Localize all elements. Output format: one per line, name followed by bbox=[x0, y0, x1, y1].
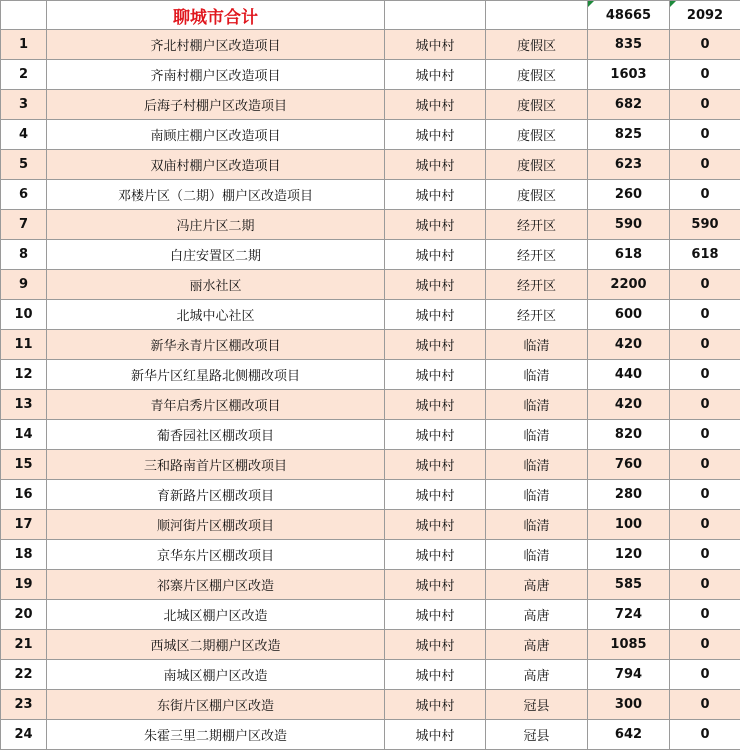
project-type-cell[interactable]: 城中村 bbox=[385, 300, 486, 330]
row-index-cell[interactable]: 11 bbox=[1, 330, 47, 360]
value-col1-cell[interactable]: 260 bbox=[588, 180, 670, 210]
value-col2-cell[interactable]: 0 bbox=[670, 420, 740, 450]
project-name-cell[interactable]: 白庄安置区二期 bbox=[47, 240, 385, 270]
row-index-cell[interactable]: 12 bbox=[1, 360, 47, 390]
project-name-cell[interactable]: 新华永青片区棚改项目 bbox=[47, 330, 385, 360]
table-row bbox=[1, 300, 740, 330]
value-col2-cell[interactable]: 0 bbox=[670, 60, 740, 90]
row-index-cell[interactable]: 9 bbox=[1, 270, 47, 300]
project-type-cell[interactable]: 城中村 bbox=[385, 360, 486, 390]
project-name-cell[interactable]: 祁寨片区棚户区改造 bbox=[47, 570, 385, 600]
table-row bbox=[1, 660, 740, 690]
region-cell[interactable]: 度假区 bbox=[486, 150, 588, 180]
value-col1-cell[interactable]: 623 bbox=[588, 150, 670, 180]
total-sum-col1-cell[interactable] bbox=[588, 1, 670, 30]
value-col1-cell[interactable]: 825 bbox=[588, 120, 670, 150]
region-cell[interactable]: 临清 bbox=[486, 450, 588, 480]
value-col2-cell[interactable]: 0 bbox=[670, 720, 740, 750]
value-col2-cell[interactable]: 0 bbox=[670, 540, 740, 570]
project-type-cell[interactable]: 城中村 bbox=[385, 120, 486, 150]
project-type-cell[interactable]: 城中村 bbox=[385, 90, 486, 120]
table-row bbox=[1, 360, 740, 390]
value-col2-cell[interactable]: 590 bbox=[670, 210, 740, 240]
total-region-cell[interactable] bbox=[486, 1, 588, 30]
value-col2-cell[interactable]: 0 bbox=[670, 480, 740, 510]
value-col1-cell[interactable]: 794 bbox=[588, 660, 670, 690]
row-index-cell[interactable]: 23 bbox=[1, 690, 47, 720]
row-index-cell[interactable]: 7 bbox=[1, 210, 47, 240]
total-sum-col2-value: 2092 bbox=[686, 7, 724, 23]
value-col2-cell[interactable]: 0 bbox=[670, 510, 740, 540]
row-index-cell[interactable]: 1 bbox=[1, 30, 47, 60]
region-cell[interactable]: 度假区 bbox=[486, 120, 588, 150]
table-row bbox=[1, 330, 740, 360]
region-cell[interactable]: 高唐 bbox=[486, 660, 588, 690]
value-col1-cell[interactable]: 1085 bbox=[588, 630, 670, 660]
value-col1-cell[interactable]: 585 bbox=[588, 570, 670, 600]
total-index-cell[interactable] bbox=[1, 1, 47, 30]
table-row bbox=[1, 270, 740, 300]
table-row bbox=[1, 60, 740, 90]
project-name-cell[interactable]: 三和路南首片区棚改项目 bbox=[47, 450, 385, 480]
project-name-cell[interactable]: 邓楼片区（二期）棚户区改造项目 bbox=[47, 180, 385, 210]
value-col1-cell[interactable]: 590 bbox=[588, 210, 670, 240]
project-type-cell[interactable]: 城中村 bbox=[385, 150, 486, 180]
value-col2-cell[interactable]: 0 bbox=[670, 570, 740, 600]
table-row bbox=[1, 600, 740, 630]
region-cell[interactable]: 临清 bbox=[486, 390, 588, 420]
value-col2-cell[interactable]: 0 bbox=[670, 450, 740, 480]
project-name-cell[interactable]: 双庙村棚户区改造项目 bbox=[47, 150, 385, 180]
region-cell[interactable]: 高唐 bbox=[486, 600, 588, 630]
region-cell[interactable]: 经开区 bbox=[486, 210, 588, 240]
project-name-cell[interactable]: 丽水社区 bbox=[47, 270, 385, 300]
total-sum-col2-cell[interactable] bbox=[670, 1, 740, 30]
row-index-cell[interactable]: 19 bbox=[1, 570, 47, 600]
region-cell[interactable]: 临清 bbox=[486, 540, 588, 570]
project-name-cell[interactable]: 顺河街片区棚改项目 bbox=[47, 510, 385, 540]
value-col2-cell[interactable]: 0 bbox=[670, 150, 740, 180]
value-col1-cell[interactable]: 642 bbox=[588, 720, 670, 750]
region-cell[interactable]: 度假区 bbox=[486, 30, 588, 60]
table-row bbox=[1, 180, 740, 210]
value-col1-cell[interactable]: 760 bbox=[588, 450, 670, 480]
value-col2-cell[interactable]: 0 bbox=[670, 330, 740, 360]
project-name-cell[interactable]: 北城中心社区 bbox=[47, 300, 385, 330]
project-name-cell[interactable]: 后海子村棚户区改造项目 bbox=[47, 90, 385, 120]
project-name-cell[interactable]: 葡香园社区棚改项目 bbox=[47, 420, 385, 450]
project-name-cell[interactable]: 朱霍三里二期棚户区改造 bbox=[47, 720, 385, 750]
region-cell[interactable]: 度假区 bbox=[486, 90, 588, 120]
project-name-cell[interactable]: 青年启秀片区棚改项目 bbox=[47, 390, 385, 420]
row-index-cell[interactable]: 2 bbox=[1, 60, 47, 90]
region-cell[interactable]: 经开区 bbox=[486, 300, 588, 330]
project-type-cell[interactable]: 城中村 bbox=[385, 570, 486, 600]
table-row bbox=[1, 150, 740, 180]
region-cell[interactable]: 高唐 bbox=[486, 570, 588, 600]
value-col1-cell[interactable]: 100 bbox=[588, 510, 670, 540]
region-cell[interactable]: 临清 bbox=[486, 420, 588, 450]
table-row bbox=[1, 30, 740, 60]
project-type-cell[interactable]: 城中村 bbox=[385, 690, 486, 720]
project-type-cell[interactable]: 城中村 bbox=[385, 540, 486, 570]
row-index-cell[interactable]: 13 bbox=[1, 390, 47, 420]
total-title-cell[interactable]: 聊城市合计 bbox=[47, 1, 385, 30]
value-col1-cell[interactable]: 600 bbox=[588, 300, 670, 330]
table-row bbox=[1, 480, 740, 510]
region-cell[interactable]: 冠县 bbox=[486, 690, 588, 720]
region-cell[interactable]: 临清 bbox=[486, 330, 588, 360]
project-type-cell[interactable]: 城中村 bbox=[385, 390, 486, 420]
project-type-cell[interactable]: 城中村 bbox=[385, 630, 486, 660]
project-name-cell[interactable]: 齐南村棚户区改造项目 bbox=[47, 60, 385, 90]
project-name-cell[interactable]: 冯庄片区二期 bbox=[47, 210, 385, 240]
project-name-cell[interactable]: 北城区棚户区改造 bbox=[47, 600, 385, 630]
region-cell[interactable]: 度假区 bbox=[486, 60, 588, 90]
project-name-cell[interactable]: 育新路片区棚改项目 bbox=[47, 480, 385, 510]
value-col1-cell[interactable]: 1603 bbox=[588, 60, 670, 90]
project-type-cell[interactable]: 城中村 bbox=[385, 600, 486, 630]
row-index-cell[interactable]: 4 bbox=[1, 120, 47, 150]
table-row bbox=[1, 540, 740, 570]
value-col1-cell[interactable]: 682 bbox=[588, 90, 670, 120]
value-col1-cell[interactable]: 300 bbox=[588, 690, 670, 720]
value-col1-cell[interactable]: 280 bbox=[588, 480, 670, 510]
project-type-cell[interactable]: 城中村 bbox=[385, 270, 486, 300]
project-type-cell[interactable]: 城中村 bbox=[385, 330, 486, 360]
table-row bbox=[1, 240, 740, 270]
table-row bbox=[1, 720, 740, 750]
value-col2-cell[interactable]: 0 bbox=[670, 180, 740, 210]
row-index-cell[interactable]: 6 bbox=[1, 180, 47, 210]
project-type-cell[interactable]: 城中村 bbox=[385, 60, 486, 90]
value-col1-cell[interactable]: 724 bbox=[588, 600, 670, 630]
table-row bbox=[1, 570, 740, 600]
table-body bbox=[1, 1, 740, 750]
row-index-cell[interactable]: 18 bbox=[1, 540, 47, 570]
value-col1-cell[interactable]: 2200 bbox=[588, 270, 670, 300]
project-name-cell[interactable]: 西城区二期棚户区改造 bbox=[47, 630, 385, 660]
table-row bbox=[1, 120, 740, 150]
region-cell[interactable]: 高唐 bbox=[486, 630, 588, 660]
total-sum-col1-value: 48665 bbox=[605, 7, 652, 23]
row-index-cell[interactable]: 16 bbox=[1, 480, 47, 510]
value-col2-cell[interactable]: 618 bbox=[670, 240, 740, 270]
row-index-cell[interactable]: 17 bbox=[1, 510, 47, 540]
value-col2-cell[interactable]: 0 bbox=[670, 600, 740, 630]
region-cell[interactable]: 临清 bbox=[486, 510, 588, 540]
project-type-cell[interactable]: 城中村 bbox=[385, 510, 486, 540]
value-col2-cell[interactable]: 0 bbox=[670, 630, 740, 660]
project-type-cell[interactable]: 城中村 bbox=[385, 450, 486, 480]
region-cell[interactable]: 临清 bbox=[486, 480, 588, 510]
cell-comment-marker-icon bbox=[588, 1, 594, 7]
project-name-cell[interactable]: 南顾庄棚户区改造项目 bbox=[47, 120, 385, 150]
value-col2-cell[interactable]: 0 bbox=[670, 360, 740, 390]
value-col1-cell[interactable]: 120 bbox=[588, 540, 670, 570]
project-name-cell[interactable]: 京华东片区棚改项目 bbox=[47, 540, 385, 570]
region-cell[interactable]: 经开区 bbox=[486, 270, 588, 300]
value-col2-cell[interactable]: 0 bbox=[670, 30, 740, 60]
table-row bbox=[1, 210, 740, 240]
cell-comment-marker-icon bbox=[670, 1, 676, 7]
region-cell[interactable]: 经开区 bbox=[486, 240, 588, 270]
region-cell[interactable]: 度假区 bbox=[486, 180, 588, 210]
row-index-cell[interactable]: 5 bbox=[1, 150, 47, 180]
row-index-cell[interactable]: 22 bbox=[1, 660, 47, 690]
value-col2-cell[interactable]: 0 bbox=[670, 120, 740, 150]
table-row bbox=[1, 510, 740, 540]
value-col1-cell[interactable]: 820 bbox=[588, 420, 670, 450]
value-col2-cell[interactable]: 0 bbox=[670, 660, 740, 690]
row-index-cell[interactable]: 24 bbox=[1, 720, 47, 750]
value-col1-cell[interactable]: 420 bbox=[588, 390, 670, 420]
total-row bbox=[1, 1, 740, 30]
table-row bbox=[1, 690, 740, 720]
row-index-cell[interactable]: 3 bbox=[1, 90, 47, 120]
value-col1-cell[interactable]: 618 bbox=[588, 240, 670, 270]
value-col1-cell[interactable]: 835 bbox=[588, 30, 670, 60]
table-row bbox=[1, 90, 740, 120]
row-index-cell[interactable]: 21 bbox=[1, 630, 47, 660]
project-type-cell[interactable]: 城中村 bbox=[385, 420, 486, 450]
project-name-cell[interactable]: 南城区棚户区改造 bbox=[47, 660, 385, 690]
table-row bbox=[1, 450, 740, 480]
row-index-cell[interactable]: 15 bbox=[1, 450, 47, 480]
region-cell[interactable]: 临清 bbox=[486, 360, 588, 390]
project-name-cell[interactable]: 东街片区棚户区改造 bbox=[47, 690, 385, 720]
table-row bbox=[1, 630, 740, 660]
project-type-cell[interactable]: 城中村 bbox=[385, 210, 486, 240]
value-col1-cell[interactable]: 420 bbox=[588, 330, 670, 360]
project-type-cell[interactable]: 城中村 bbox=[385, 720, 486, 750]
table-row bbox=[1, 390, 740, 420]
project-type-cell[interactable]: 城中村 bbox=[385, 480, 486, 510]
value-col2-cell[interactable]: 0 bbox=[670, 270, 740, 300]
row-index-cell[interactable]: 8 bbox=[1, 240, 47, 270]
table-row bbox=[1, 420, 740, 450]
value-col2-cell[interactable]: 0 bbox=[670, 300, 740, 330]
value-col2-cell[interactable]: 0 bbox=[670, 90, 740, 120]
project-name-cell[interactable]: 新华片区红星路北侧棚改项目 bbox=[47, 360, 385, 390]
total-type-cell[interactable] bbox=[385, 1, 486, 30]
project-type-cell[interactable]: 城中村 bbox=[385, 660, 486, 690]
value-col1-cell[interactable]: 440 bbox=[588, 360, 670, 390]
row-index-cell[interactable]: 14 bbox=[1, 420, 47, 450]
project-type-cell[interactable]: 城中村 bbox=[385, 240, 486, 270]
project-type-cell[interactable]: 城中村 bbox=[385, 180, 486, 210]
value-col2-cell[interactable]: 0 bbox=[670, 390, 740, 420]
value-col2-cell[interactable]: 0 bbox=[670, 690, 740, 720]
region-cell[interactable]: 冠县 bbox=[486, 720, 588, 750]
project-name-cell[interactable]: 齐北村棚户区改造项目 bbox=[47, 30, 385, 60]
row-index-cell[interactable]: 20 bbox=[1, 600, 47, 630]
row-index-cell[interactable]: 10 bbox=[1, 300, 47, 330]
project-type-cell[interactable]: 城中村 bbox=[385, 30, 486, 60]
